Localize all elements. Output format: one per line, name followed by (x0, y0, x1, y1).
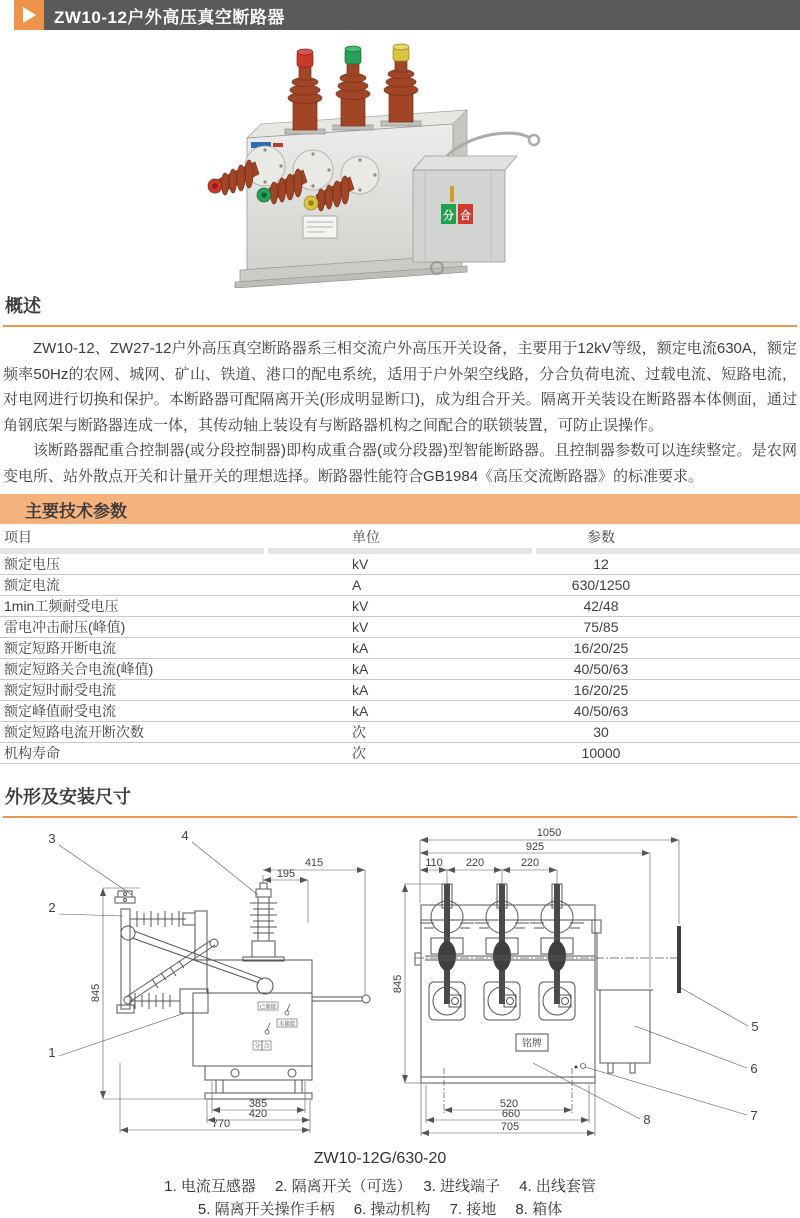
front-view-dimension-texts (392, 827, 561, 1133)
side-view-drawing (15, 823, 400, 1148)
legend-line-2: 5. 隔离开关操作手柄 6. 操动机构 7. 接地 8. 箱体 (197, 1201, 563, 1218)
dim-705: 705 (500, 1121, 520, 1133)
play-arrow-icon (23, 7, 36, 23)
open-mark: 分 (254, 1044, 261, 1050)
table-row: 雷电冲击耐压(峰值) kV 75/85 (0, 617, 800, 638)
callout-8: 8 (643, 1112, 651, 1127)
overview-paragraph-2: 该断路器配重合控制器(或分段控制器)即构成重合器(或分段器)型智能断路器。且控制器参数可以连续整定。是农网变电所、站外散点开关和计量开关的理想选择。断路器性能符合GB1984《高压交流断路器》的标准要求。 (3, 442, 797, 485)
overview-section (0, 292, 800, 489)
callout-3: 3 (48, 831, 56, 846)
parameters-heading: 主要技术参数 (25, 501, 127, 521)
overview-paragraph-1: ZW10-12、ZW27-12户外高压真空断路器系三相交流户外高压开关设备，主要用于12kV等级，额定电流630A，额定频率50Hz的农网、城网、矿山、铁道、港口的配电系统，适用于户外架空线路，分合负荷电流、过载电流、短路电流，对电网进行切换和保护。本断路器可配隔离开关(形成明显断口)，成为组合开关。隔离开关装设在断路器本体侧面，通过角钢底架与断路器连成一体，其传动轴上装设有与断路器机构之间配合的联锁装置，可防止误操作。 (3, 340, 797, 434)
dim-385: 385 (248, 1098, 268, 1110)
dim-220b: 220 (520, 857, 540, 869)
parameters-heading-bar (0, 494, 800, 524)
table-row: 额定短路关合电流(峰值) kA 40/50/63 (0, 659, 800, 680)
close-mark: 合 (263, 1044, 270, 1050)
callout-5: 5 (751, 1019, 759, 1034)
table-row: 额定电压 kV 12 (0, 554, 800, 575)
callout-7: 7 (750, 1108, 758, 1123)
open-indicator-label: 分 (443, 210, 454, 222)
table-row: 额定短时耐受电流 kA 16/20/25 (0, 680, 800, 701)
dim-770: 770 (211, 1118, 231, 1130)
legend-line-1: 1. 电流互感器 2. 隔离开关（可选） 3. 进线端子 4. 出线套管 (164, 1178, 596, 1195)
dimensions-heading: 外形及安装尺寸 (3, 783, 797, 818)
dim-1050: 1050 (536, 827, 562, 839)
product-photo (185, 38, 620, 288)
column-header-item: 项目 (4, 528, 32, 545)
dim-110: 110 (425, 857, 443, 869)
table-row: 1min工频耐受电压 kV 42/48 (0, 596, 800, 617)
dim-660: 660 (501, 1108, 521, 1120)
table-header-row (0, 525, 800, 548)
nameplate-label: 铭牌 (522, 1038, 542, 1050)
dim-220a: 220 (465, 857, 485, 869)
breaker-illustration (185, 38, 620, 288)
front-view-outline (415, 884, 681, 1113)
header-title-bar (44, 0, 800, 30)
top-bushings (285, 44, 421, 134)
drawing-caption (0, 1150, 760, 1218)
side-view-outline (115, 883, 370, 1099)
front-view-drawing (392, 820, 797, 1155)
not-charged-label: 未储能 (278, 1021, 296, 1028)
table-row: 额定短路开断电流 kA 16/20/25 (0, 638, 800, 659)
mechanism-labels (253, 1002, 297, 1050)
callout-6: 6 (750, 1061, 758, 1076)
callout-2: 2 (48, 900, 56, 915)
dim-845-right: 845 (392, 974, 404, 994)
nameplate-callout (516, 1034, 586, 1069)
dim-925: 925 (525, 841, 545, 853)
callout-1: 1 (48, 1045, 56, 1060)
front-view-callouts (533, 988, 759, 1127)
table-row: 额定短路电流开断次数 次 30 (0, 722, 800, 743)
dim-415: 415 (304, 857, 324, 869)
parameters-table (0, 525, 800, 764)
page-title: ZW10-12户外高压真空断路器 (54, 7, 285, 27)
overview-heading: 概述 (3, 292, 797, 327)
parameters-section (0, 494, 800, 764)
dim-420: 420 (248, 1108, 268, 1120)
page-header (0, 0, 800, 30)
callout-4: 4 (181, 828, 189, 843)
nameplate (303, 216, 337, 238)
dim-845: 845 (90, 983, 102, 1003)
header-accent-box (14, 0, 44, 30)
column-header-value: 参数 (587, 528, 615, 545)
table-row: 额定电流 A 630/1250 (0, 575, 800, 596)
close-indicator-label: 合 (460, 210, 471, 222)
dim-520: 520 (499, 1098, 519, 1110)
handle (450, 186, 454, 202)
model-designation: ZW10-12G/630-20 (313, 1150, 447, 1167)
table-row: 额定峰值耐受电流 kA 40/50/63 (0, 701, 800, 722)
dim-195: 195 (276, 868, 296, 880)
dimensions-section (0, 783, 800, 818)
side-view-callouts (48, 828, 261, 1060)
charged-label: 已储能 (259, 1004, 277, 1011)
table-row: 机构寿命 次 10000 (0, 743, 800, 764)
column-header-unit: 单位 (352, 528, 380, 545)
